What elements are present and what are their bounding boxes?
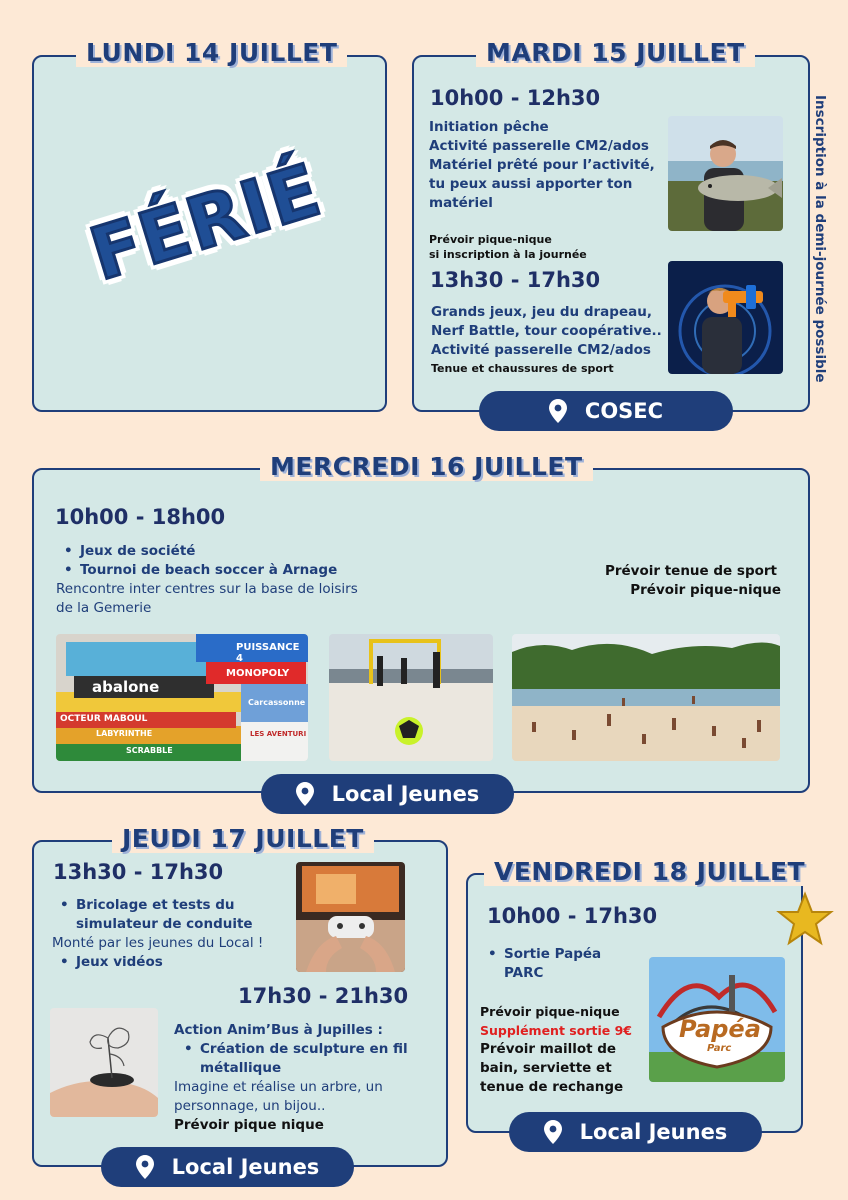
game-label: MONOPOLY [226,668,290,679]
tuesday-afternoon-text: Grands jeux, jeu du drapeau, Nerf Battle, tour coopérative.. Activité passerelle CM2/ados [431,304,662,358]
friday-notes: Prévoir pique-nique Supplément sortie 9€ Prévoir maillot de bain, serviette et tenue de rechange [480,1004,632,1095]
game-label: PUISSANCE 4 [236,642,300,664]
friday-activities [480,945,640,983]
beach-soccer-photo [329,634,493,761]
location-pin-icon [296,782,314,806]
side-note: Inscription à la demi-journée possible [812,95,828,383]
video-game-photo [296,862,405,972]
game-label: abalone [92,678,160,696]
board-games-photo [56,634,308,761]
wednesday-notes: Prévoir tenue de sport Prévoir pique-nique [604,563,781,598]
thursday-bullet-3: • Création de sculpture en fil métallique [176,1040,424,1078]
wire-sculpture-photo [50,1008,158,1117]
thursday-location: Local Jeunes [171,1155,320,1179]
thursday-bullet-2: • Jeux vidéos [52,953,292,972]
wednesday-time: 10h00 - 18h00 [55,505,226,529]
thursday-time-1: 13h30 - 17h30 [53,860,224,884]
thursday-time-2: 17h30 - 21h30 [238,984,409,1008]
location-pin-icon [544,1120,562,1144]
friday-location-badge[interactable] [509,1112,762,1152]
game-label: LABYRINTHE [96,729,153,738]
papea-logo-image [649,957,785,1082]
friday-title: VENDREDI 18 JUILLET [484,857,815,886]
ferie-stamp: FÉRIÉ [80,147,330,297]
tuesday-location-badge[interactable] [479,391,733,431]
game-label: OCTEUR MABOUL [60,714,148,724]
tuesday-afternoon-time: 13h30 - 17h30 [430,268,601,292]
game-label: SCRABBLE [126,746,173,755]
wednesday-title: MERCREDI 16 JUILLET [260,452,593,481]
friday-location: Local Jeunes [579,1120,728,1144]
tuesday-morning-time: 10h00 - 12h30 [430,86,601,110]
tuesday-title: MARDI 15 JUILLET [476,38,755,67]
thursday-activities-1: • Bricolage et tests du simulateur de conduite Monté par les jeunes du Local ! • Jeux vidéos [52,896,292,972]
thursday-activities-2: Action Anim’Bus à Jupilles : • Création de sculpture en fil métallique Imagine et réalise un arbre, un personnage, un bijou.. Prévoir pique nique [174,1021,424,1135]
papea-logo-sub: Parc [707,1043,732,1054]
wednesday-location: Local Jeunes [331,782,480,806]
friday-bullet-1: • Sortie Papéa PARC [480,945,640,983]
tuesday-sport-note: Tenue et chaussures de sport [431,362,614,375]
thursday-bullet-1: • Bricolage et tests du simulateur de conduite [52,896,292,934]
location-pin-icon [549,399,567,423]
tuesday-morning-text: Initiation pêche Activité passerelle CM2/ados Matériel prêté pour l’activité, tu peux aussi apporter ton matériel [429,119,655,211]
wednesday-bullet-2: • Tournoi de beach soccer à Arnage [56,561,416,580]
wednesday-location-badge[interactable] [261,774,514,814]
lake-beach-photo [512,634,780,761]
thursday-title: JEUDI 17 JUILLET [112,824,374,853]
friday-time: 10h00 - 17h30 [487,904,658,928]
monday-title: LUNDI 14 JUILLET [76,38,347,67]
star-icon [775,890,835,950]
wednesday-bullet-1: • Jeux de société [56,542,416,561]
tuesday-location: COSEC [584,399,664,423]
location-pin-icon [136,1155,154,1179]
nerf-photo [668,261,783,374]
game-label: Carcassonne [248,698,306,707]
fishing-photo [668,116,783,231]
tuesday-picnic-note: Prévoir pique-nique si inscription à la journée [429,233,587,261]
game-label: LES AVENTURI [250,730,307,738]
papea-logo-text: Papéa [679,1015,761,1043]
thursday-location-badge[interactable] [101,1147,354,1187]
wednesday-activities: • Jeux de société • Tournoi de beach soccer à Arnage Rencontre inter centres sur la base de loisirs de la Gemerie [56,542,416,618]
